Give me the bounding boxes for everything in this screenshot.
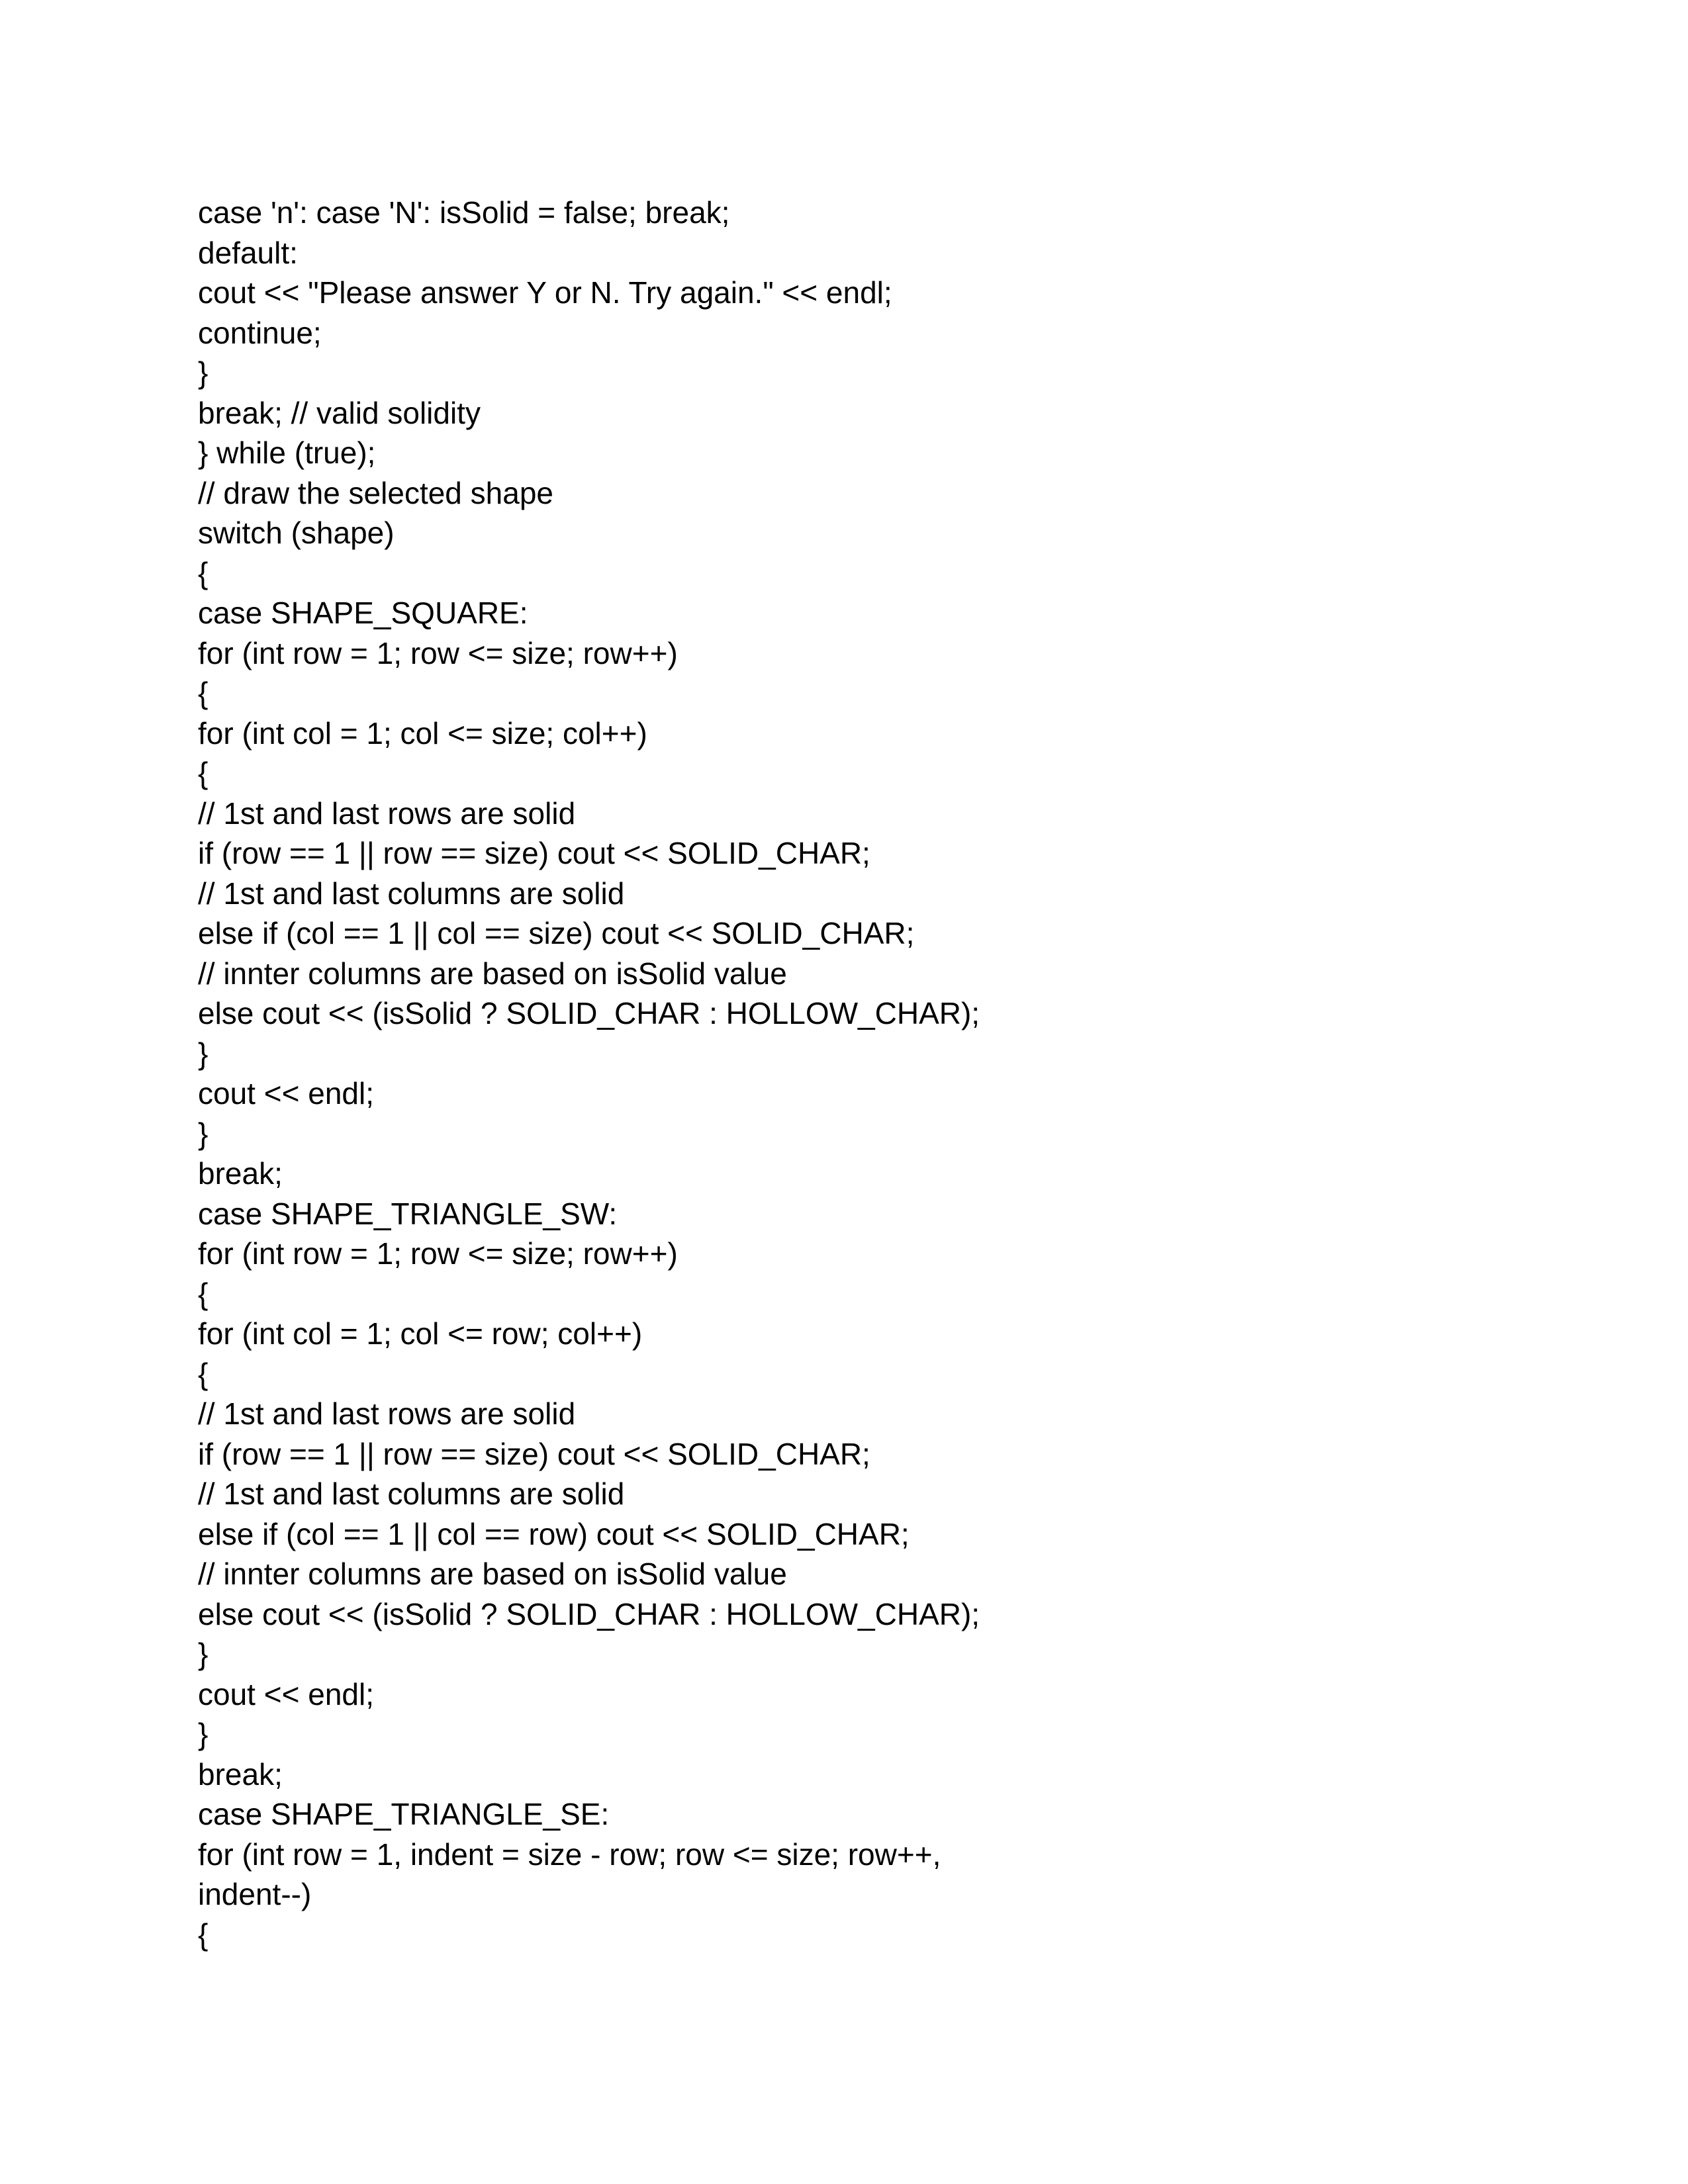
- code-line: {: [198, 1276, 209, 1311]
- code-line: // 1st and last rows are solid: [198, 1396, 576, 1431]
- code-line: cout << endl;: [198, 1076, 374, 1111]
- code-line: case SHAPE_TRIANGLE_SW:: [198, 1196, 618, 1231]
- code-line: default:: [198, 235, 298, 270]
- code-line: {: [198, 1356, 209, 1391]
- code-line: continue;: [198, 315, 322, 350]
- code-line: else cout << (isSolid ? SOLID_CHAR : HOLLOW_CHAR);: [198, 1596, 980, 1631]
- code-line: // innter columns are based on isSolid value: [198, 956, 787, 991]
- code-line: {: [198, 555, 209, 590]
- code-line: {: [198, 756, 209, 790]
- code-line: else if (col == 1 || col == size) cout << SOLID_CHAR;: [198, 916, 915, 950]
- code-line: if (row == 1 || row == size) cout << SOLID_CHAR;: [198, 836, 870, 870]
- code-line: // draw the selected shape: [198, 475, 553, 510]
- code-line: else if (col == 1 || col == row) cout << SOLID_CHAR;: [198, 1516, 910, 1551]
- code-line: // 1st and last columns are solid: [198, 1477, 625, 1511]
- code-line: for (int col = 1; col <= row; col++): [198, 1316, 643, 1351]
- code-listing: [198, 193, 1522, 1954]
- code-line: for (int row = 1, indent = size - row; row <= size; row++,: [198, 1837, 941, 1872]
- code-line: {: [198, 1917, 209, 1952]
- code-line: }: [198, 1717, 209, 1751]
- code-line: }: [198, 355, 209, 390]
- code-line: else cout << (isSolid ? SOLID_CHAR : HOLLOW_CHAR);: [198, 996, 980, 1030]
- code-line: for (int row = 1; row <= size; row++): [198, 635, 678, 670]
- code-line: // 1st and last rows are solid: [198, 796, 576, 831]
- code-line: }: [198, 1637, 209, 1671]
- code-line: switch (shape): [198, 516, 395, 550]
- code-line: }: [198, 1116, 209, 1151]
- code-line: break;: [198, 1156, 283, 1191]
- code-line: break;: [198, 1756, 283, 1792]
- code-line: }: [198, 1036, 209, 1071]
- code-line: // 1st and last columns are solid: [198, 876, 625, 911]
- code-line: } while (true);: [198, 435, 376, 470]
- code-line: {: [198, 676, 209, 710]
- code-line: for (int col = 1; col <= size; col++): [198, 715, 647, 751]
- code-line: case SHAPE_TRIANGLE_SE:: [198, 1797, 610, 1831]
- code-line: cout << "Please answer Y or N. Try again." << endl;: [198, 275, 892, 310]
- code-line: case SHAPE_SQUARE:: [198, 596, 528, 630]
- code-line: // innter columns are based on isSolid value: [198, 1557, 787, 1591]
- code-line: break; // valid solidity: [198, 395, 481, 430]
- code-line: for (int row = 1; row <= size; row++): [198, 1236, 678, 1271]
- code-line: if (row == 1 || row == size) cout << SOLID_CHAR;: [198, 1436, 870, 1471]
- code-line: indent--): [198, 1877, 312, 1911]
- code-line: cout << endl;: [198, 1676, 374, 1711]
- code-line: case 'n': case 'N': isSolid = false; break;: [198, 195, 730, 230]
